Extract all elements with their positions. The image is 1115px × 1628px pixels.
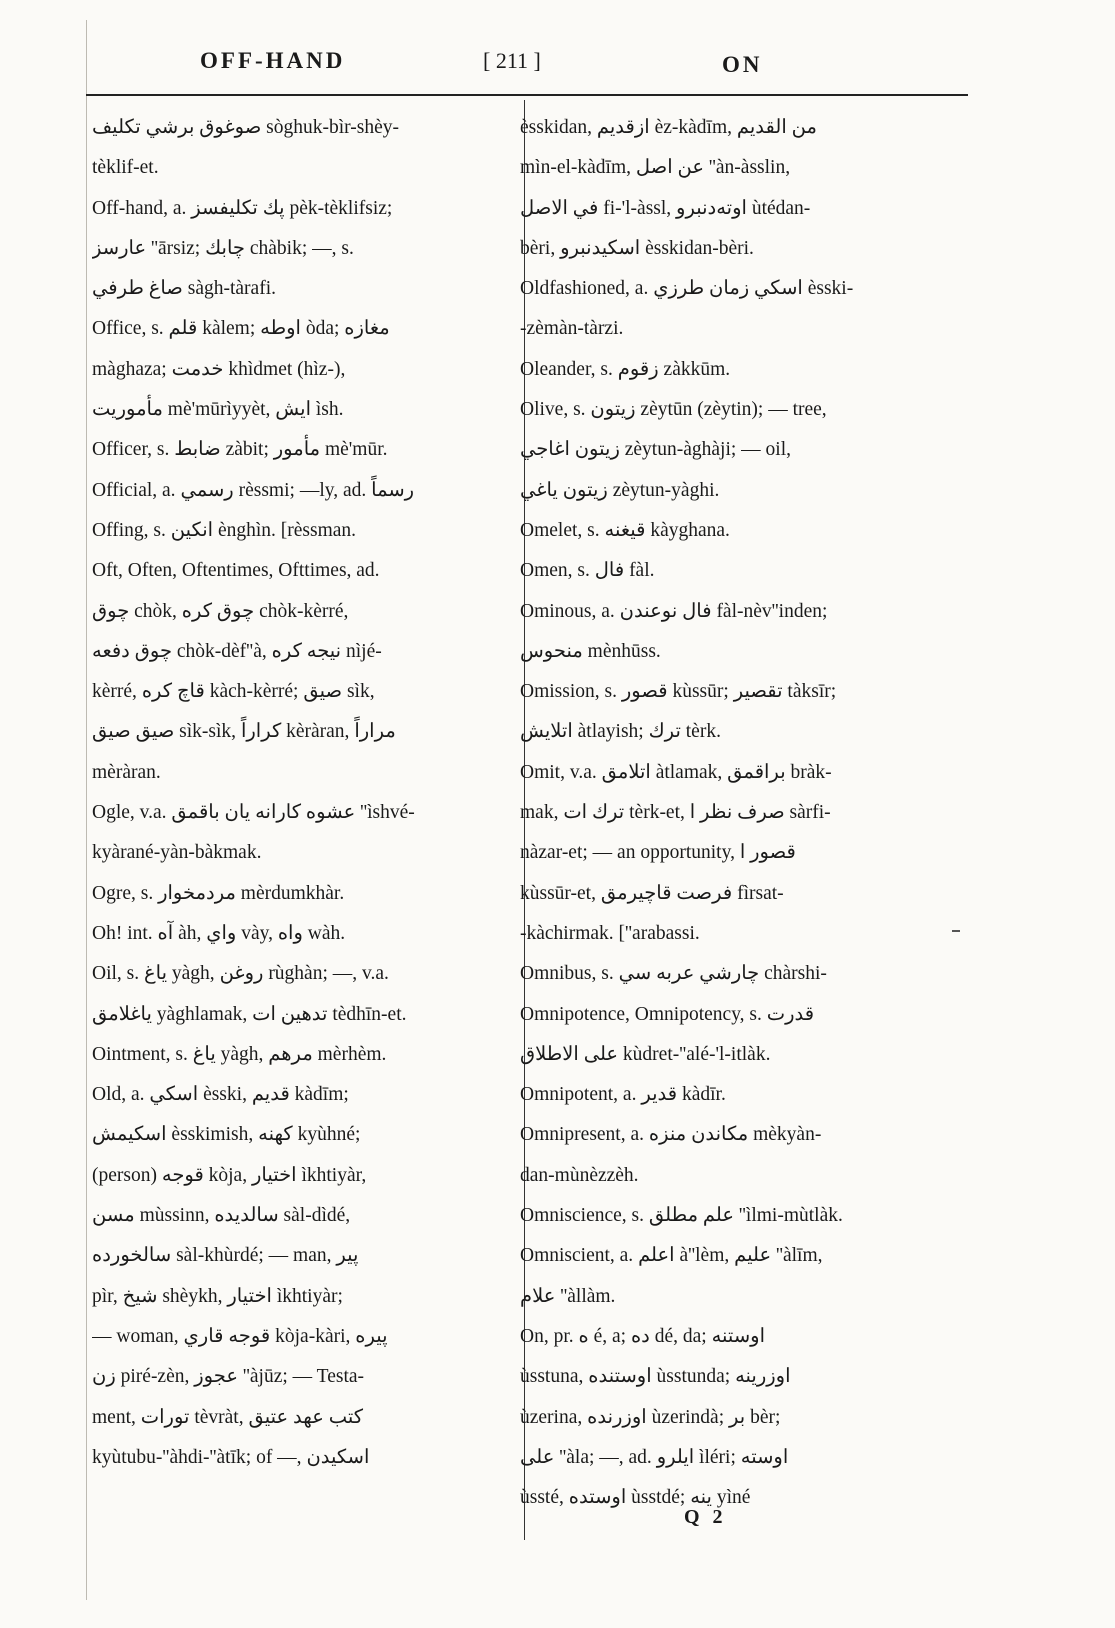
entry-line: اسكيمش èsskimish, كهنه kyùhné; xyxy=(92,1124,361,1146)
entry-line: Offing, s. انكين ènghìn. [rèssman. xyxy=(92,519,357,541)
entry-line: علام ''àllàm. xyxy=(520,1285,616,1307)
entry-line: nàzar-et; — an opportunity, قصور ا xyxy=(520,842,796,864)
entry-line: Omnipresent, a. مكاندن منزه mèkyàn- xyxy=(520,1124,822,1146)
entry-line: — woman, قوجه قاري kòja-kàri, پيره xyxy=(92,1325,388,1347)
entry-line: Ogre, s. مردمخوار mèrdumkhàr. xyxy=(92,882,345,904)
entry-line: Oft, Often, Oftentimes, Ofttimes, ad. xyxy=(92,560,380,582)
entry-line: صيق صيق sìk-sìk, كراراً kèràran, مراراً xyxy=(92,721,396,743)
entry-line: kyùtubu-''àhdi-''àtīk; of —, اسكيدن xyxy=(92,1446,370,1468)
entry-line: -zèmàn-tàrzi. xyxy=(520,318,624,340)
entry-line: èsskidan, ازقديم èz-kàdīm, من القديم xyxy=(520,117,817,138)
entry-line: bèri, اسكيدنبرو èsskidan-bèri. xyxy=(520,237,754,259)
entry-line: mak, ترك ات tèrk-et, صرف نظر ا sàrfi- xyxy=(520,802,831,824)
entry-line: Olive, s. زيتون zèytūn (zèytin); — tree, xyxy=(520,399,827,421)
entry-line: چوق دفعه chòk-dèf''à, نيجه كره nìjé- xyxy=(92,640,382,662)
entry-line: اتلايش àtlayish; ترك tèrk. xyxy=(520,721,721,743)
entry-line: pìr, شيخ shèykh, اختيار ìkhtiyàr; xyxy=(92,1285,343,1307)
entry-line: kèrré, قاچ كره kàch-kèrré; صيق sìk, xyxy=(92,681,375,703)
entry-line: على ''àla; —, ad. ايلرو ìléri; اوسته xyxy=(520,1446,789,1468)
entry-line: زيتون اغاجي zèytun-àghàji; — oil, xyxy=(520,439,791,461)
entry-line: ياغلامق yàghlamak, تدهين ات tèdhīn-et. xyxy=(92,1003,407,1025)
entry-line: kùssūr-et, فرصت قاچيرمق fìrsat- xyxy=(520,882,784,904)
entry-line: ùsstuna, اوستنده ùsstunda; اوزرينه xyxy=(520,1366,791,1388)
entry-line: صوغوق برشي تكليف sòghuk-bìr-shèy- xyxy=(92,117,400,138)
entry-line: Oldfashioned, a. اسكي زمان طرزي èsski- xyxy=(520,278,854,300)
header-right-guideword: ON xyxy=(722,52,763,77)
entry-line: Old, a. اسكي èsski, قديم kàdīm; xyxy=(92,1084,349,1106)
left-column xyxy=(92,108,492,1478)
entry-line: Omniscient, a. اعلم à''lèm, عليم ''àlīm, xyxy=(520,1245,823,1267)
entry-line: Ointment, s. ياغ yàgh, مرهم mèrhèm. xyxy=(92,1043,387,1065)
entry-line: مأموريت mè'mūrìyyèt, ايش ìsh. xyxy=(92,399,344,421)
entry-line: في الاصل fi-'l-àssl, اوتەدنبرو ùtédan- xyxy=(520,197,811,219)
entry-line: Oh! int. آه àh, واي vày, واه wàh. xyxy=(92,922,346,944)
entry-line: عارسز ''ārsiz; چابك chàbik; —, s. xyxy=(92,237,354,259)
entry-line: Omission, s. قصور kùssūr; تقصير tàksīr; xyxy=(520,681,837,703)
entry-line: Omit, v.a. اتلامق àtlamak, براقمق bràk- xyxy=(520,761,832,783)
entry-line: ment, تورات tèvràt, كتب عهد عتيق xyxy=(92,1406,364,1428)
entry-line: زن piré-zèn, عجوز ''àjūz; — Testa- xyxy=(92,1366,365,1388)
entry-line: Ominous, a. فال نوعندن fàl-nèv''inden; xyxy=(520,600,828,622)
header-page-number: [ 211 ] xyxy=(483,48,541,73)
entry-line: Omniscience, s. علم مطلق ''ìlmi-mùtlàk. xyxy=(520,1205,843,1227)
entry-line: mìn-el-kàdīm, عن اصل ''àn-àsslin, xyxy=(520,157,791,179)
entry-line: زيتون ياغي zèytun-yàghi. xyxy=(520,479,720,501)
entry-line: Omelet, s. قيغنه kàyghana. xyxy=(520,519,730,541)
running-header xyxy=(200,48,770,84)
entry-line: Ogle, v.a. عشوه كارانه يان باقمق ''ìshvé- xyxy=(92,802,415,824)
entry-line: مسن mùssinn, سالديده sàl-dìdé, xyxy=(92,1205,351,1227)
entry-line: ùzerina, اوزرنده ùzerindà; بر bèr; xyxy=(520,1406,781,1428)
entry-line: Officer, s. ضابط zàbit; مأمور mè'mūr. xyxy=(92,439,388,461)
margin-mark xyxy=(952,930,960,932)
header-rule xyxy=(86,94,968,96)
page-edge xyxy=(86,20,87,1600)
entry-line: On, pr. ه é, a; ده dé, da; اوستنه xyxy=(520,1325,765,1347)
entry-line: kyàrané-yàn-bàkmak. xyxy=(92,842,262,864)
right-column xyxy=(520,108,938,1518)
entry-line: Omnipotence, Omnipotency, s. قدرت xyxy=(520,1003,815,1025)
entry-line: dan-mùnèzzèh. xyxy=(520,1164,639,1186)
entry-line: Oleander, s. زقوم zàkkūm. xyxy=(520,358,731,380)
signature-mark: Q 2 xyxy=(684,1506,727,1528)
entry-line: mèràran. xyxy=(92,761,161,783)
entry-line: Omnibus, s. چارشي عربه سي chàrshi- xyxy=(520,963,827,985)
entry-line: چوق chòk, چوق كره chòk-kèrré, xyxy=(92,600,349,622)
entry-line: Omnipotent, a. قدير kàdīr. xyxy=(520,1084,726,1106)
header-left-guideword: OFF-HAND xyxy=(200,48,346,73)
entry-line: ùssté, اوستده ùsstdé; ينه yìné xyxy=(520,1487,751,1509)
entry-line: (person) قوجه kòja, اختيار ìkhtiyàr, xyxy=(92,1164,367,1186)
entry-line: màghaza; خدمت khìdmet (hìz-), xyxy=(92,358,346,380)
entry-line: منحوس mènhūss. xyxy=(520,640,661,662)
entry-line: صاغ طرفي sàgh-tàrafi. xyxy=(92,278,276,300)
entry-line: Office, s. قلم kàlem; اوطه òda; مغازه xyxy=(92,318,390,340)
entry-line: Off-hand, a. پك تكليفسز pèk-tèklifsiz; xyxy=(92,197,393,219)
entry-line: tèklif-et. xyxy=(92,157,159,179)
entry-line: Official, a. رسمي rèssmi; —ly, ad. رسماً xyxy=(92,479,415,501)
entry-line: على الاطلاق kùdret-''alé-'l-itlàk. xyxy=(520,1043,771,1065)
entry-line: سالخورده sàl-khùrdé; — man, پير xyxy=(92,1245,359,1267)
entry-line: Omen, s. فال fàl. xyxy=(520,560,655,582)
entry-line: Oil, s. ياغ yàgh, روغن rùghàn; —, v.a. xyxy=(92,963,389,985)
entry-line: -kàchirmak. [''arabassi. xyxy=(520,922,700,944)
